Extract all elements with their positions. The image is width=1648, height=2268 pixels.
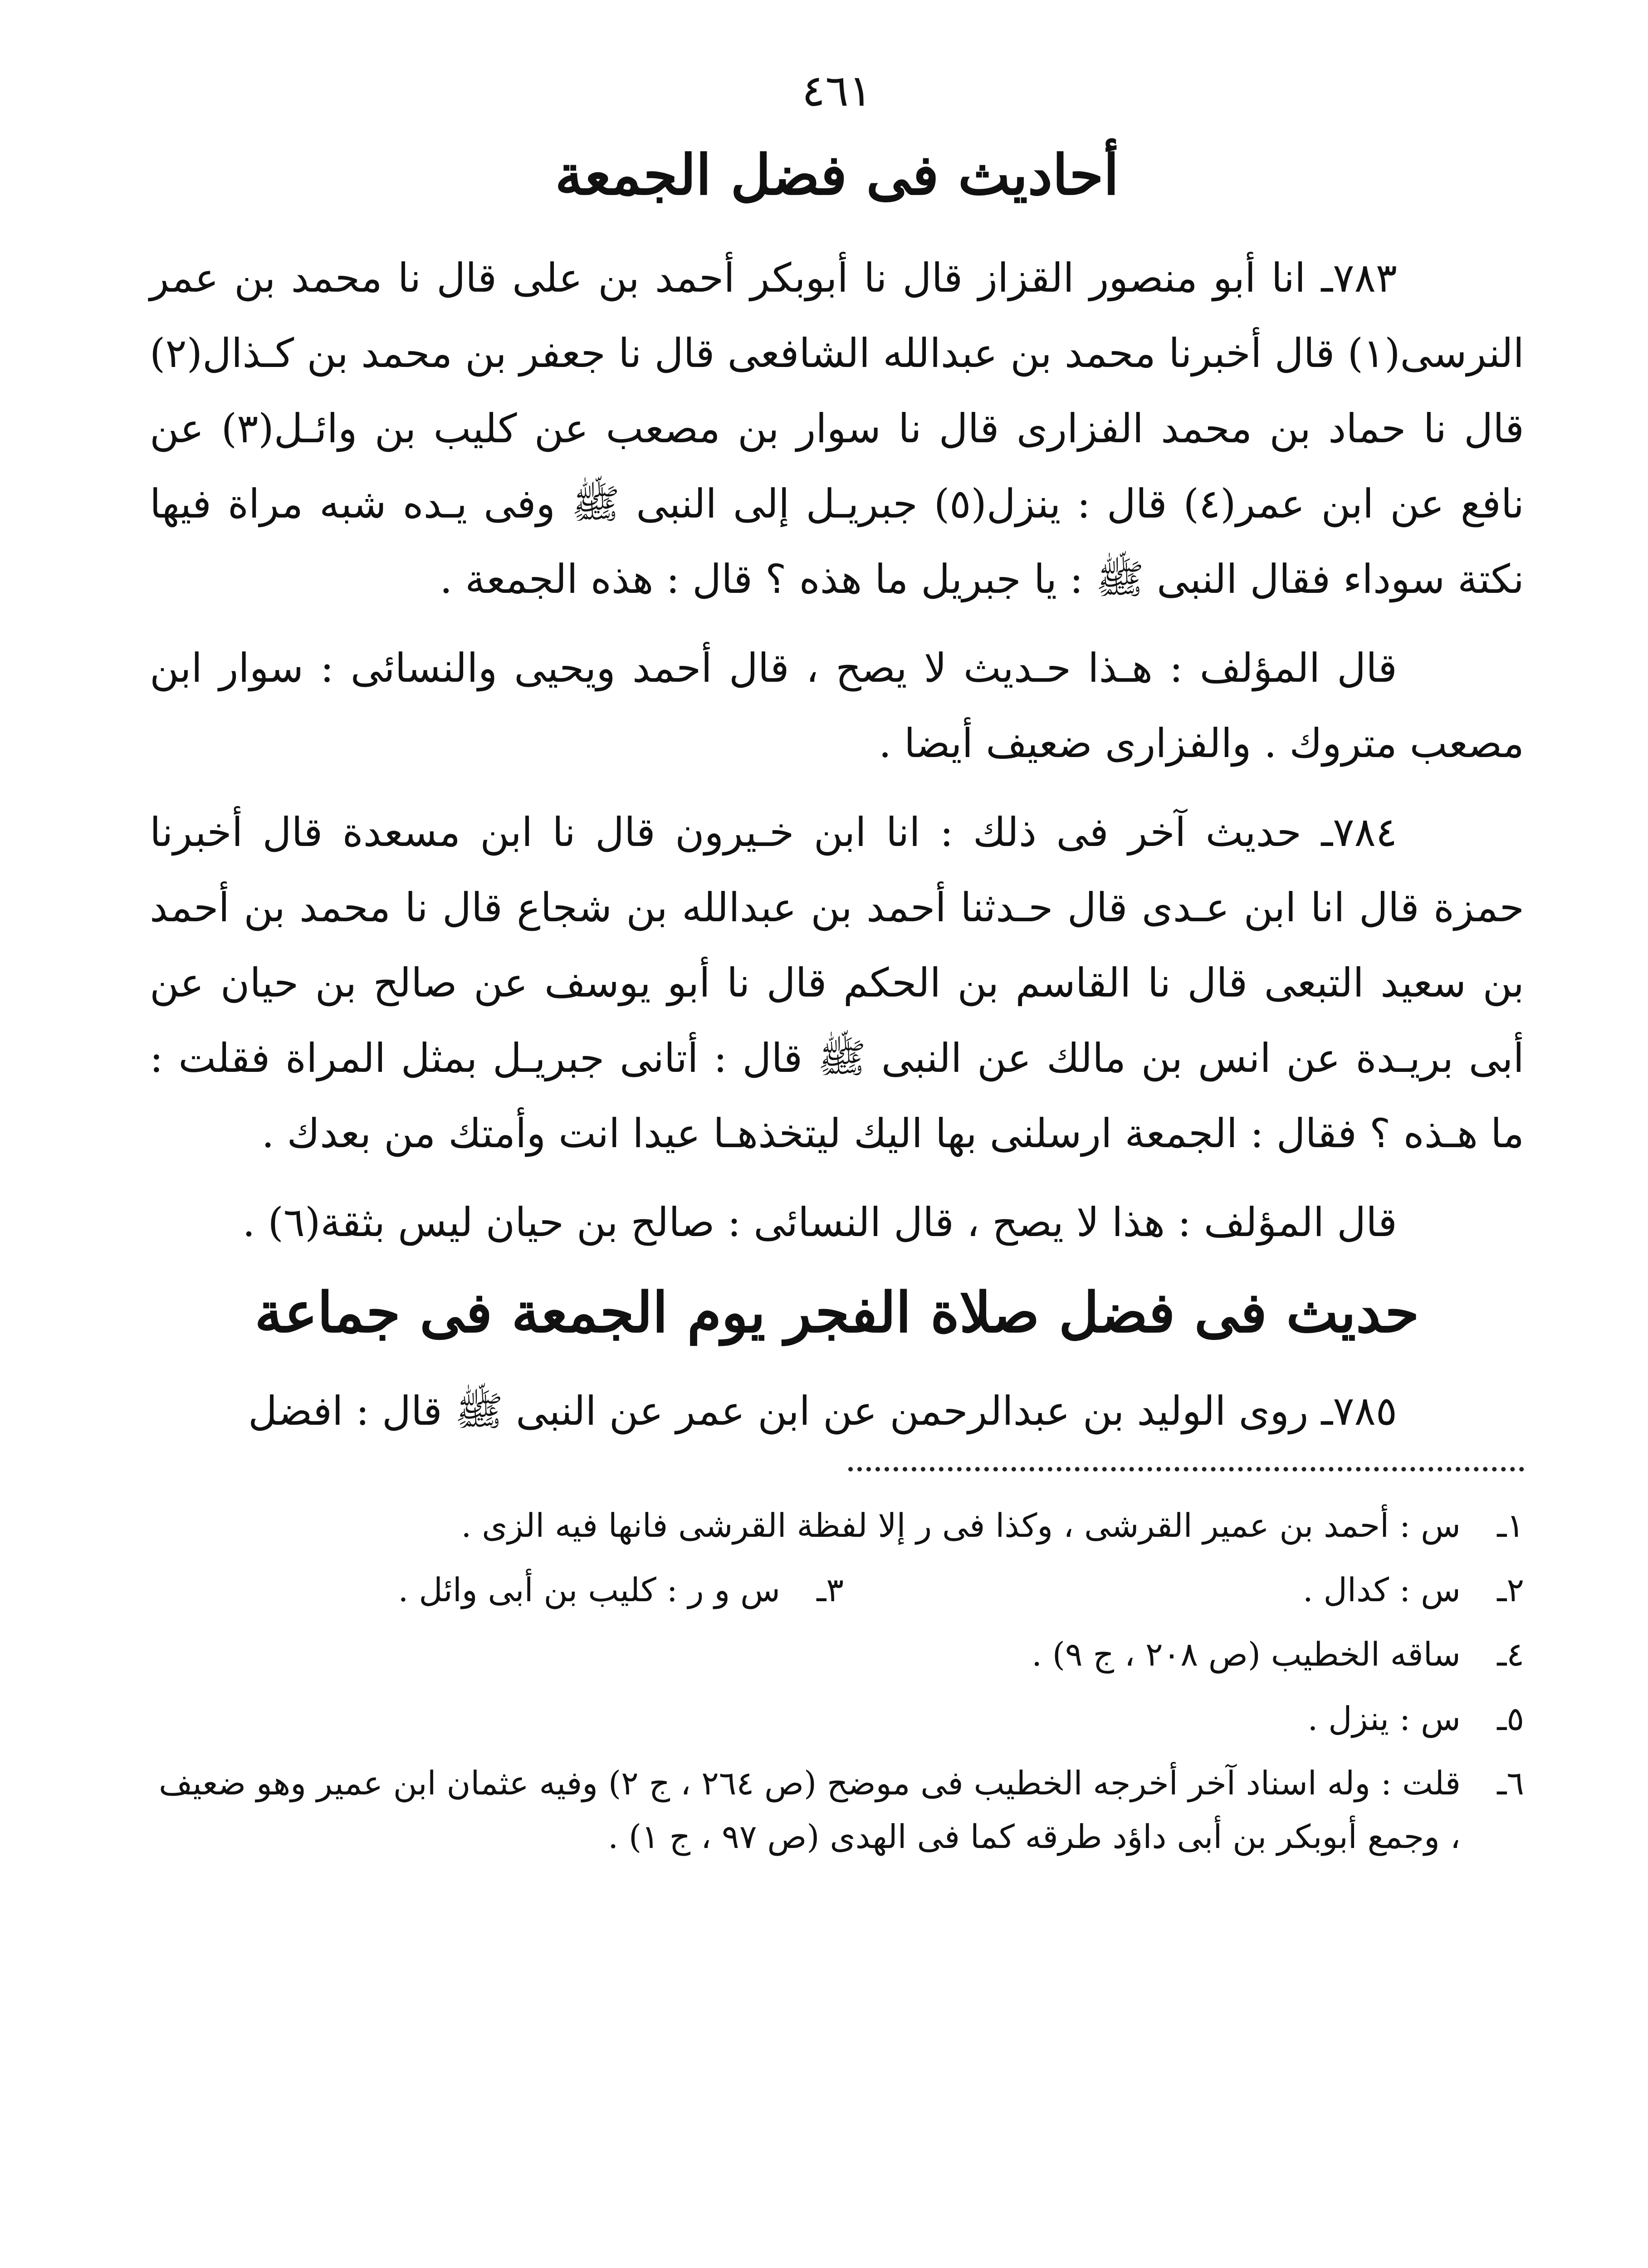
hadith-784-paragraph: ٧٨٤ـ حديث آخر فى ذلك : انا ابن خـيرون قال نا ابن مسعدة قال أخبرنا حمزة قال انا ابن عـدى قال حـدثنا أحمد بن عبدالله بن شجاع قال نا محمد بن أحمد بن سعيد التبعى قال نا القاسم بن الحكم قال نا أبو يوسف عن صالح بن حيان عن أبى بريـدة عن انس بن مالك عن النبى ﷺ قال : أتانى جبريـل بمثل المراة فقلت : ما هـذه ؟ فقال : الجمعة ارسلنى بها اليك ليتخذهـا عيدا انت وأمتك من بعدك . bbox=[150, 809, 1524, 1157]
footnote-number: ١ـ bbox=[1497, 1506, 1524, 1545]
footnote-text: س : ينزل . bbox=[1307, 1700, 1461, 1738]
footnote-number: ٣ـ bbox=[817, 1571, 844, 1609]
page-number: ٤٦١ bbox=[802, 65, 872, 116]
author-comment-784: قال المؤلف : هذا لا يصح ، قال النسائى : صالح بن حيان ليس بثقة(٦) . bbox=[242, 1199, 1397, 1246]
section-heading-friday-virtues: أحاديث فى فضل الجمعة bbox=[555, 142, 1119, 207]
footnote-text: قلت : وله اسناد آخر أخرجه الخطيب فى موضح (ص ٢٦٤ ، ج ٢) وفيه عثمان ابن عمير وهو ضعيف ، وجمع أبوبكر بن أبى داؤد طرقه كما فى الهدى (ص ٩٧ ، ج ١) . bbox=[159, 1764, 1461, 1856]
document-page bbox=[150, 64, 1524, 2268]
footnote-number: ٦ـ bbox=[1497, 1764, 1524, 1802]
footnote-3 bbox=[163, 1563, 844, 1617]
footnote-2-3 bbox=[150, 1563, 1524, 1617]
footnote-1 bbox=[150, 1499, 1524, 1552]
footnote-number: ٤ـ bbox=[1497, 1635, 1524, 1673]
footnote-2 bbox=[844, 1563, 1524, 1617]
footnote-text: س و ر : كليب بن أبى وائل . bbox=[398, 1571, 780, 1609]
author-comment-783: قال المؤلف : هـذا حـديث لا يصح ، قال أحمد ويحيى والنسائى : سوار ابن مصعب متروك . والفزارى ضعيف أيضا . bbox=[150, 645, 1524, 767]
footnote-text: ساقه الخطيب (ص ٢٠٨ ، ج ٩) . bbox=[1032, 1635, 1461, 1673]
footnote-number: ٥ـ bbox=[1497, 1700, 1524, 1738]
section-heading-fajr-prayer: حديث فى فضل صلاة الفجر يوم الجمعة فى جماعة bbox=[254, 1280, 1419, 1345]
footnote-5 bbox=[150, 1692, 1524, 1745]
footnote-text: س : كدال . bbox=[1302, 1571, 1461, 1609]
hadith-783-paragraph: ٧٨٣ـ انا أبو منصور القزاز قال نا أبوبكر أحمد بن على قال نا محمد بن عمر النرسى(١) قال أخبرنا محمد بن عبدالله الشافعى قال نا جعفر بن محمد بن كـذال(٢) قال نا حماد بن محمد الفزارى قال نا سوار بن مصعب عن كليب بن وائـل(٣) عن نافع عن ابن عمر(٤) قال : ينزل(٥) جبريـل إلى النبى ﷺ وفى يـده شبه مراة فيها نكتة سوداء فقال النبى ﷺ : يا جبريل ما هذه ؟ قال : هذه الجمعة . bbox=[150, 254, 1524, 602]
footnote-text: س : أحمد بن عمير القرشى ، وكذا فى ر إلا لفظة القرشى فانها فيه الزى . bbox=[461, 1506, 1461, 1545]
footnote-number: ٢ـ bbox=[1497, 1571, 1524, 1609]
footnotes bbox=[150, 1499, 1524, 1863]
footnote-4 bbox=[150, 1628, 1524, 1681]
footnote-6 bbox=[150, 1756, 1524, 1863]
footnote-separator bbox=[848, 1467, 1524, 1471]
hadith-785-paragraph: ٧٨٥ـ روى الوليد بن عبدالرحمن عن ابن عمر عن النبى ﷺ قال : افضل bbox=[248, 1388, 1397, 1434]
